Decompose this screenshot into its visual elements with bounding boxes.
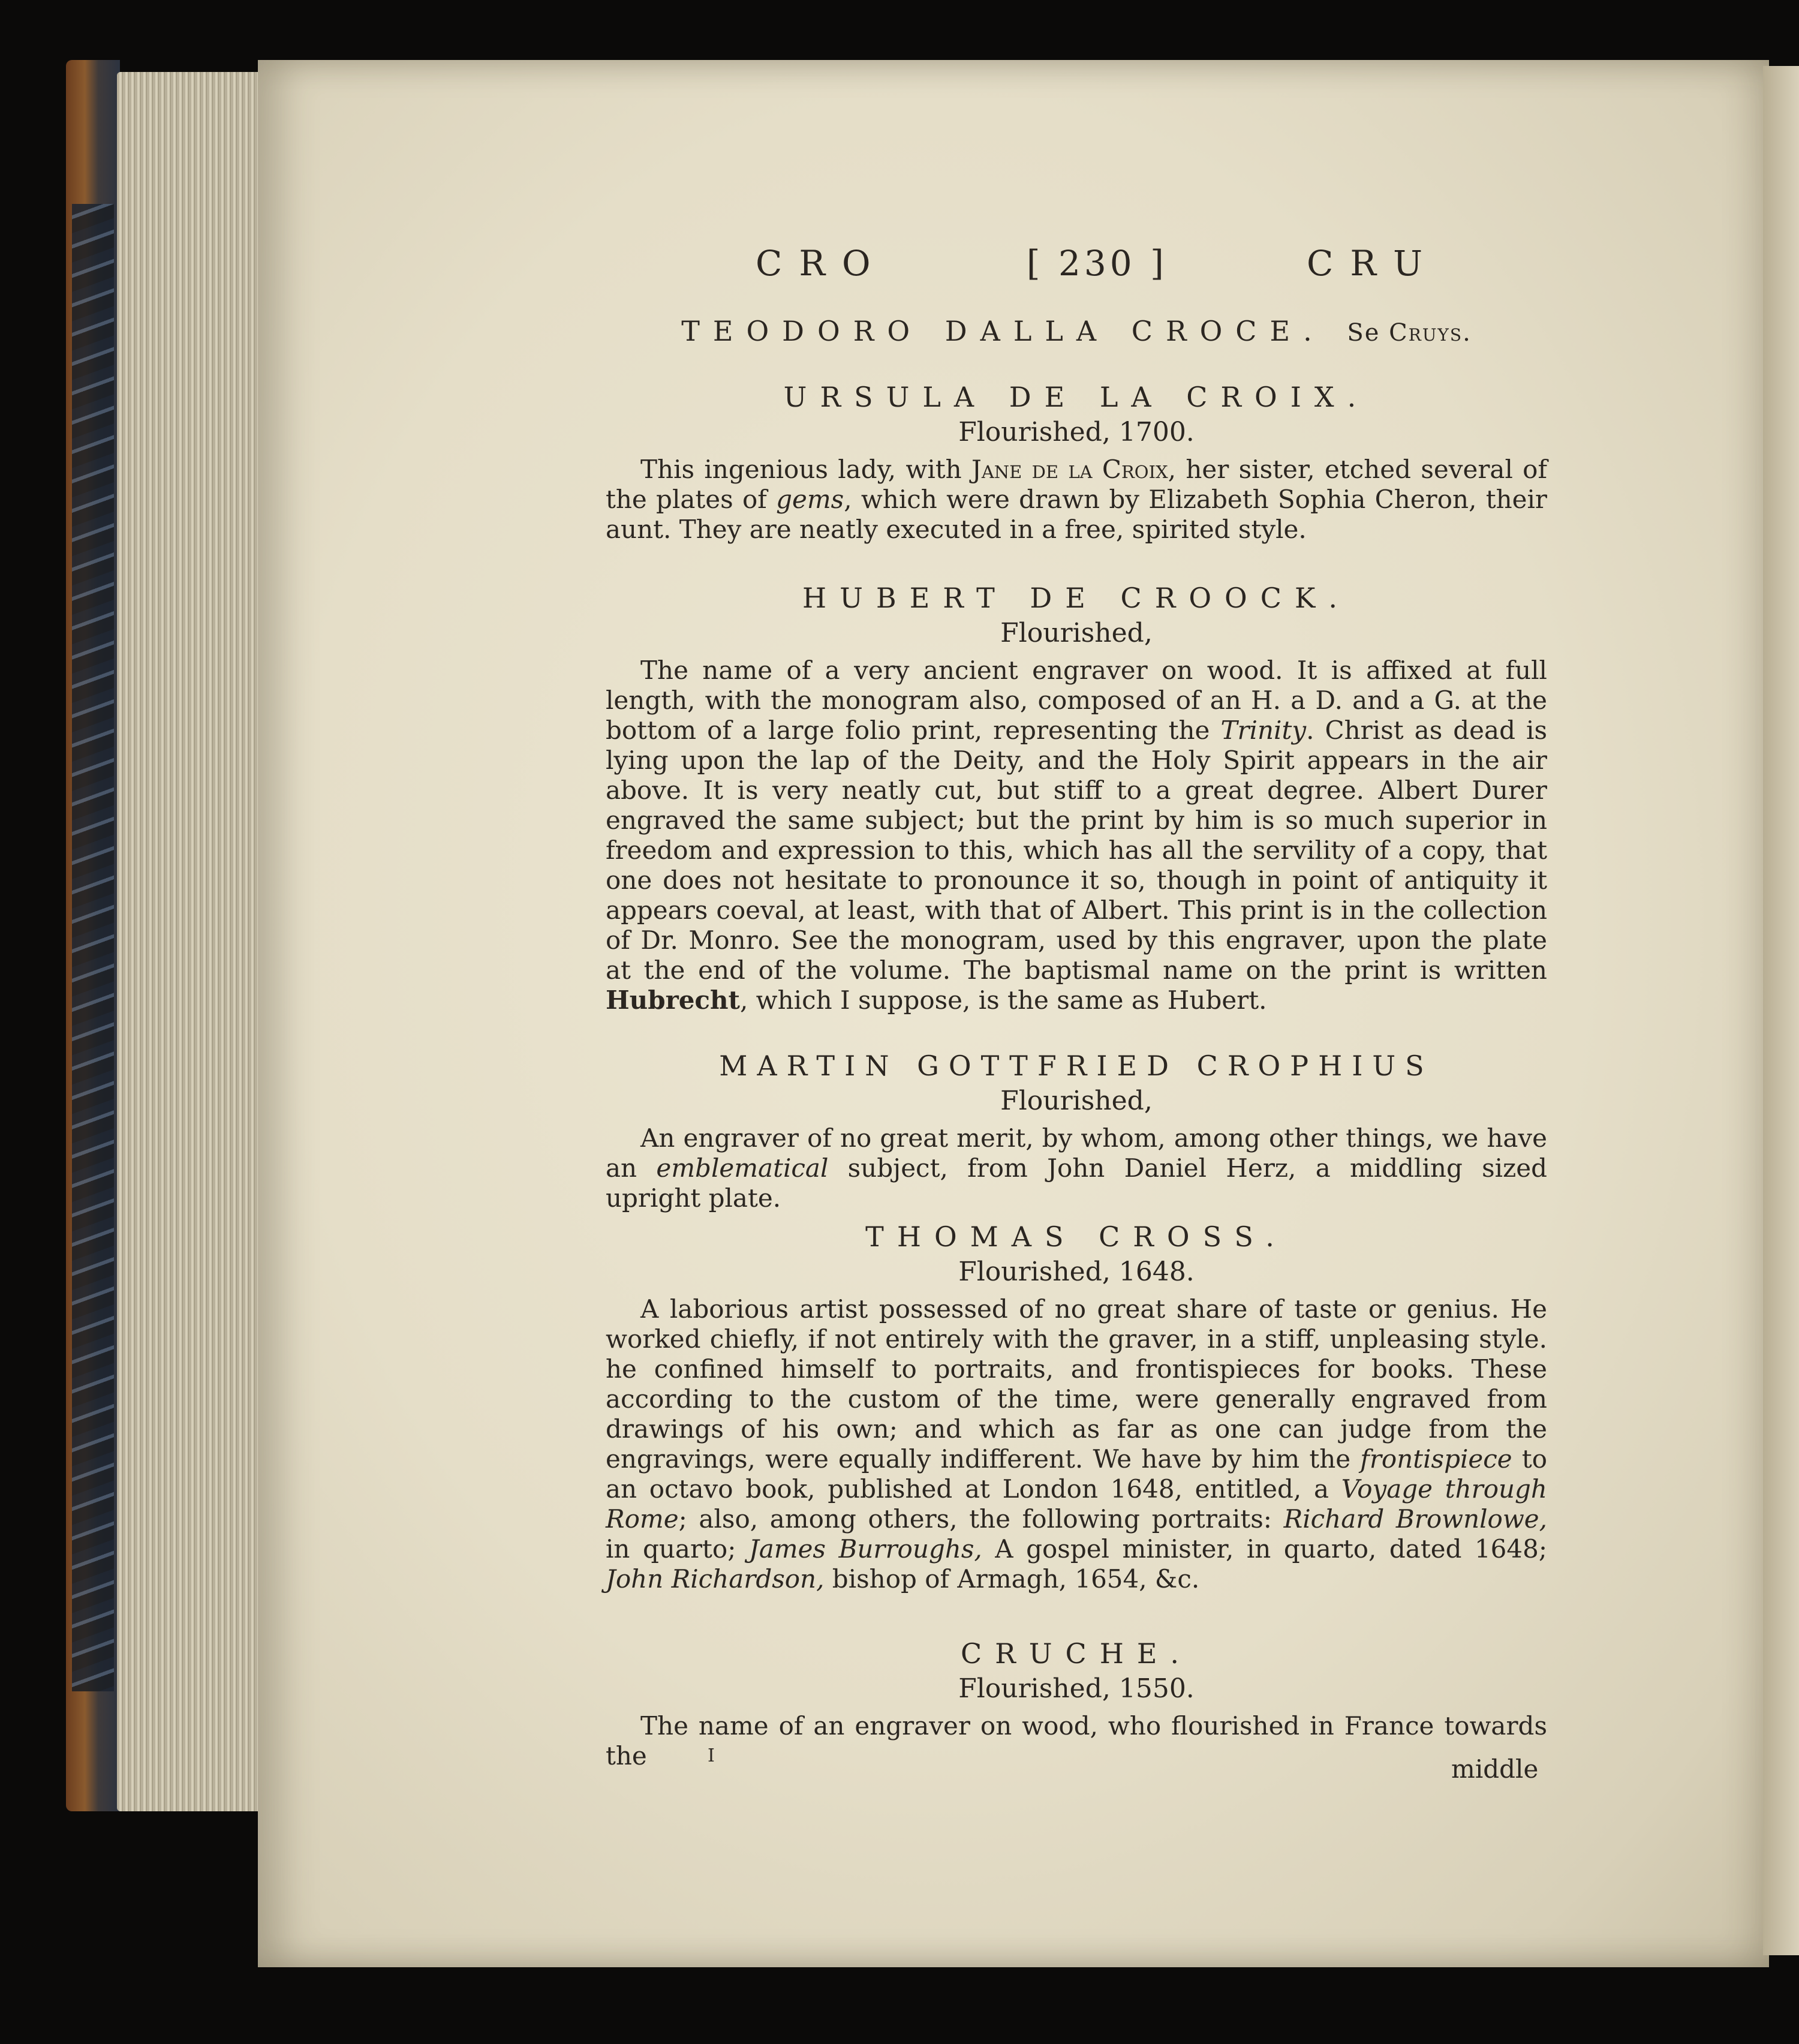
- entry-teodoro: [606, 315, 1547, 347]
- flourished-date: Flourished,: [1000, 1086, 1153, 1116]
- header-left: CRO: [756, 243, 888, 284]
- signature-mark: I: [708, 1745, 715, 1766]
- entry-title: URSULA DE LA CROIX.: [783, 381, 1370, 413]
- entry-title: MARTIN GOTTFRIED CROPHIUS: [719, 1050, 1434, 1082]
- entry-body: The name of an engraver on wood, who flourished in France towards the: [606, 1711, 1547, 1771]
- marbled-endpaper: [72, 204, 114, 1691]
- entry-title: CRUCHE.: [960, 1637, 1193, 1670]
- entry-body: An engraver of no great merit, by whom, among other things, we have an emblematical subject, from John Daniel Herz, a middling sized upright plate.: [606, 1123, 1547, 1213]
- header-right: CRU: [1307, 243, 1439, 284]
- entry-title: HUBERT DE CROOCK.: [802, 582, 1350, 614]
- see-name: Cruys.: [1389, 319, 1472, 347]
- flourished-date: Flourished, 1648.: [958, 1257, 1195, 1287]
- flourished-date: Flourished,: [1000, 618, 1153, 648]
- entry-ursula: [606, 381, 1547, 545]
- facing-page-edge: [1763, 66, 1799, 1955]
- entry-title: THOMAS CROSS.: [865, 1221, 1287, 1253]
- entry-title: TEODORO DALLA CROCE. Se Cruys.: [681, 315, 1472, 347]
- catchword: middle: [1451, 1754, 1539, 1784]
- entry-body: This ingenious lady, with Jane de la Croix, her sister, etched several of the plates of gems, which were drawn by Elizabeth Sophia Cheron, their aunt. They are neatly executed in a free, spirited style.: [606, 455, 1548, 544]
- page-number: [ 230 ]: [1026, 243, 1168, 284]
- page-edges: [117, 72, 273, 1811]
- entry-body: A laborious artist possessed of no great share of taste or genius. He worked chiefly, if not entirely with the graver, in a stiff, unpleasing style. he confined himself to portraits, and frontispieces for books. These according to the custom of the time, were generally engraved from drawings of his own; and which as far as one can judge from the engravings, were equally indifferent. We have by him the frontispiece to an octavo book, published at London 1648, entitled, a Voyage through Rome; also, among others, the following portraits: Richard Brownlowe, in quarto; James Burroughs, A gospel minister, in quarto, dated 1648; John Richardson, bishop of Armagh, 1654, &c.: [606, 1294, 1547, 1594]
- entry-cross: [606, 1221, 1547, 1594]
- entry-cruche: [606, 1637, 1547, 1771]
- entry-body: The name of a very ancient engraver on wood. It is affixed at full length, with the monogram also, composed of an H. a D. and a G. at the bottom of a large folio print, representing the Trinity. Christ as dead is lying upon the lap of the Deity, and the Holy Spirit appears in the air above. It is very neatly cut, but stiff to a great degree. Albert Durer engraved the same subject; but the print by him is so much superior in freedom and expression to this, which has all the servility of a copy, that one does not hesitate to pronounce it so, though in point of antiquity it appears coeval, at least, with that of Albert. This print is in the collection of Dr. Monro. See the monogram, used by this engraver, upon the plate at the end of the volume. The baptismal name on the print is written Hubrecht, which I suppose, is the same as Hubert.: [606, 656, 1547, 1015]
- running-header: [756, 243, 1439, 284]
- see-reference: Se: [1347, 319, 1380, 347]
- flourished-date: Flourished, 1700.: [958, 417, 1195, 447]
- entry-hubert: [606, 582, 1547, 1015]
- flourished-date: Flourished, 1550.: [958, 1673, 1195, 1704]
- entry-crophius: [606, 1050, 1547, 1213]
